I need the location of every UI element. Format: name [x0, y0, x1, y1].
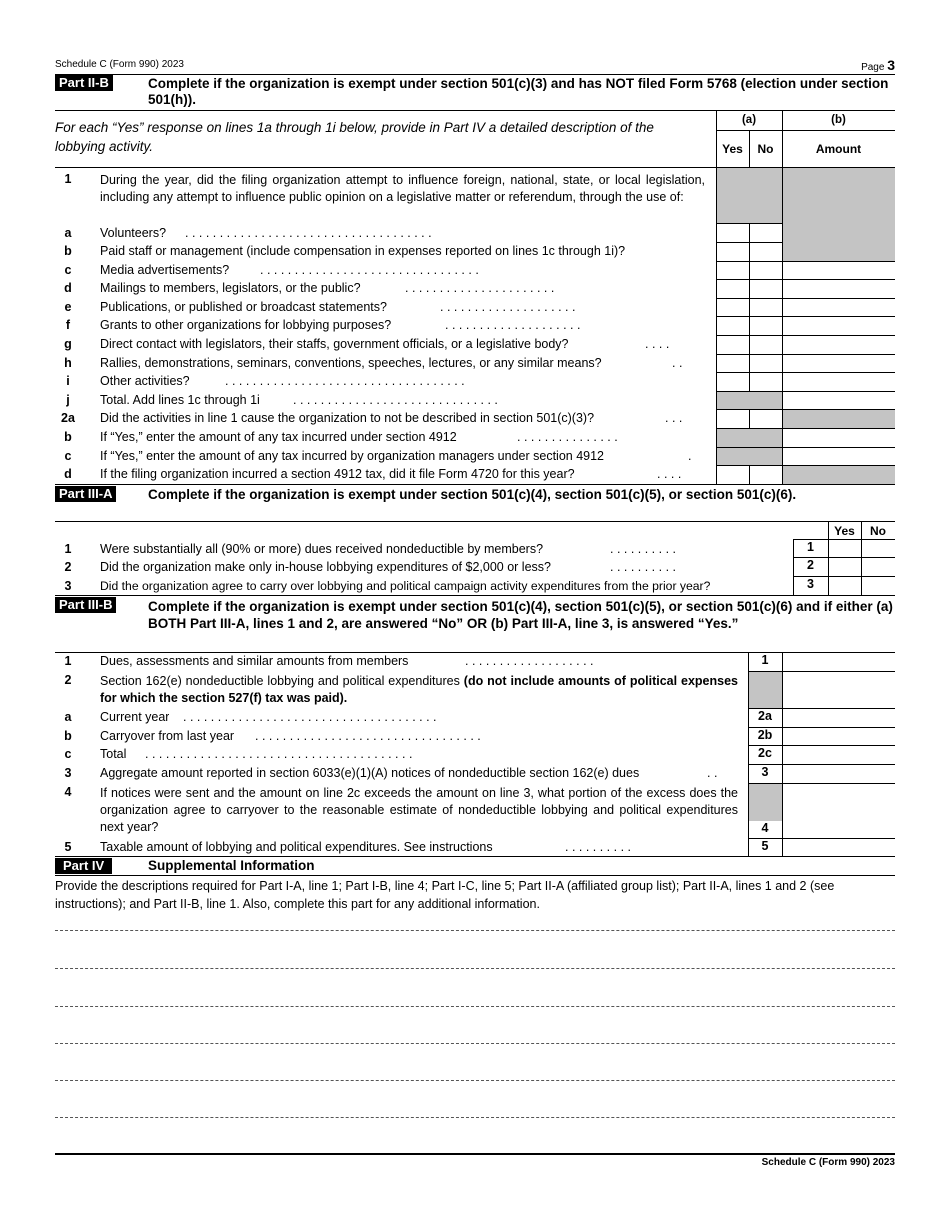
p3b-box-2b: 2b	[757, 728, 773, 742]
part-2b-label: Part II-B	[55, 75, 113, 91]
line-2c-row: c If “Yes,” enter the amount of any tax incurred by organization managers under section 4912 .	[64, 449, 692, 463]
part-3a-header	[55, 485, 895, 522]
part-3a-title: Complete if the organization is exempt under section 501(c)(4), section 501(c)(5), or section 501(c)(6).	[148, 487, 797, 502]
page-header	[55, 57, 895, 73]
line-1i-row: i Other activities? . . . . . . . . . . . . . . . . . . . . . . . . . . . . . . . . . . .	[66, 374, 465, 388]
col-yes-label: Yes	[722, 142, 743, 156]
line-2a-row: 2a Did the activities in line 1 cause the organization to not be described in section 501(c)(3)? . . .	[61, 411, 683, 425]
p3b-line-4-text: If notices were sent and the amount on line 2c exceeds the amount on line 3, what portion of the excess does the organization agree to carryover to the reasonable estimate of nondeductible lobbying and political expenditures next year?	[100, 786, 738, 834]
p3b-line-5-row: 5 Taxable amount of lobbying and political expenditures. See instructions . . . . . . . . . .	[64, 840, 631, 854]
page-number: Page 3	[861, 57, 895, 73]
supplemental-line-1[interactable]	[55, 930, 895, 931]
p3b-line-2b-row: b Carryover from last year . . . . . . . . . . . . . . . . . . . . . . . . . . . . . . . . .	[64, 729, 481, 743]
p3b-line-2a-row: a Current year . . . . . . . . . . . . . . . . . . . . . . . . . . . . . . . . . . . . .	[64, 710, 437, 724]
col-no-label: No	[757, 142, 774, 156]
col-a-label: (a)	[741, 114, 757, 126]
line-1d-row: d Mailings to members, legislators, or the public? . . . . . . . . . . . . . . . . . . . . . .	[64, 281, 555, 295]
p3a-box-1: 1	[807, 540, 814, 554]
supplemental-line-5[interactable]	[55, 1080, 895, 1081]
p3b-box-4: 4	[761, 821, 769, 835]
p3b-line-4-num: 4	[64, 785, 72, 799]
part-2b-header	[55, 74, 895, 111]
part-4-label: Part IV	[55, 858, 112, 874]
p3b-line-1-row: 1 Dues, assessments and similar amounts from members . . . . . . . . . . . . . . . . . . .	[64, 654, 594, 668]
line-1g-row: g Direct contact with legislators, their staffs, government officials, or a legislative body? . . . .	[64, 337, 670, 351]
part-2b-instruction: For each “Yes” response on lines 1a through 1i below, provide in Part IV a detailed description of the lobbying activity.	[55, 120, 654, 154]
p3b-amount-1[interactable]	[783, 653, 895, 671]
p3b-line-2-num: 2	[64, 673, 72, 687]
p3b-line-3-row: 3 Aggregate amount reported in section 6033(e)(1)(A) notices of nondeductible section 162(e) dues . .	[64, 766, 718, 780]
p3a-yes-label: Yes	[834, 524, 855, 538]
col-b-label: (b)	[831, 114, 846, 126]
p3b-box-3: 3	[761, 765, 769, 779]
line-1e-row: e Publications, or published or broadcast statements? . . . . . . . . . . . . . . . . . . . .	[64, 300, 576, 314]
line-1h-row: h Rallies, demonstrations, seminars, conventions, speeches, lectures, or any similar means? . .	[64, 356, 683, 370]
line-2d-row: d If the filing organization incurred a section 4912 tax, did it file Form 4720 for this year? . . . .	[64, 467, 682, 481]
part-2b-title: Complete if the organization is exempt under section 501(c)(3) and has NOT filed Form 5768 (election under section 501(h)).	[148, 76, 889, 107]
p3a-no-label: No	[870, 524, 886, 538]
line-1a-row: a Volunteers? . . . . . . . . . . . . . . . . . . . . . . . . . . . . . . . . . . . .	[64, 226, 432, 240]
supplemental-line-4[interactable]	[55, 1043, 895, 1044]
p3b-box-2a: 2a	[758, 709, 772, 723]
p3b-box-2c: 2c	[758, 746, 772, 760]
part-3b-header	[55, 596, 895, 653]
line-1-num: 1	[64, 172, 72, 186]
p3b-line-2c-row: c Total . . . . . . . . . . . . . . . . . . . . . . . . . . . . . . . . . . . . . . .	[64, 747, 413, 761]
line-1b-row: b Paid staff or management (include compensation in expenses reported on lines 1c through 1i)?	[64, 244, 626, 258]
supplemental-line-3[interactable]	[55, 1006, 895, 1007]
part-3b-label: Part III-B	[55, 597, 116, 613]
line-1c-row: c Media advertisements? . . . . . . . . . . . . . . . . . . . . . . . . . . . . . . . .	[64, 263, 479, 277]
supplemental-line-6[interactable]	[55, 1117, 895, 1118]
part-4-instructions: Provide the descriptions required for Part I-A, line 1; Part I-B, line 4; Part I-C, line 5; Part II-A (affiliated group list); Part II-A, lines 1 and 2 (see instructions); and Part II-B, line 1. Also, complete this part for any additional information.	[55, 879, 835, 911]
p3b-box-5: 5	[761, 839, 769, 853]
p3a-box-2: 2	[807, 558, 814, 572]
p3a-line-1-row: 1 Were substantially all (90% or more) dues received nondeductible by members? . . . . . . . . . .	[64, 542, 676, 556]
part-4-title: Supplemental Information	[148, 858, 315, 873]
p3a-line-3-row: 3 Did the organization agree to carry over lobbying and political campaign activity expenditures from the prior year?	[64, 579, 711, 593]
part-4-header	[55, 857, 895, 876]
col-amount-label: Amount	[815, 142, 862, 156]
p3b-line-2-text: Section 162(e) nondeductible lobbying and political expenditures (do not include amounts of political expenses for which the section 527(f) tax was paid).	[100, 674, 738, 705]
part-3a-label: Part III-A	[55, 486, 116, 502]
p3a-box-3: 3	[807, 577, 814, 591]
line-1j-row: j Total. Add lines 1c through 1i . . . . . . . . . . . . . . . . . . . . . . . . . . . . . .	[66, 393, 498, 407]
line-1a-yes-cell[interactable]	[717, 224, 749, 242]
p3b-box-1: 1	[761, 653, 769, 667]
part-3b-title: Complete if the organization is exempt under section 501(c)(4), section 501(c)(5), or section 501(c)(6) and if either (a) BOTH Part III-A, lines 1 and 2, are answered “No” OR (b) Part III-A, line 3, is answered “Yes.”	[148, 599, 893, 631]
form-name: Schedule C (Form 990) 2023	[55, 59, 184, 70]
p3b-amount-5[interactable]	[783, 839, 895, 856]
supplemental-line-2[interactable]	[55, 968, 895, 969]
line-2b-row: b If “Yes,” enter the amount of any tax incurred under section 4912 . . . . . . . . . . . . . . .	[64, 430, 618, 444]
p3a-line-2-row: 2 Did the organization make only in-house lobbying expenditures of $2,000 or less? . . . . . . . . . .	[64, 560, 676, 574]
page-footer: Schedule C (Form 990) 2023	[761, 1157, 895, 1168]
line-1a-no-cell[interactable]	[750, 224, 782, 242]
line-1-text: During the year, did the filing organization attempt to influence foreign, national, state, or local legislation, including any attempt to influence public opinion on a legislative matter or referendum, through the use of:	[100, 173, 705, 204]
line-1f-row: f Grants to other organizations for lobbying purposes? . . . . . . . . . . . . . . . . . . . .	[65, 318, 581, 332]
